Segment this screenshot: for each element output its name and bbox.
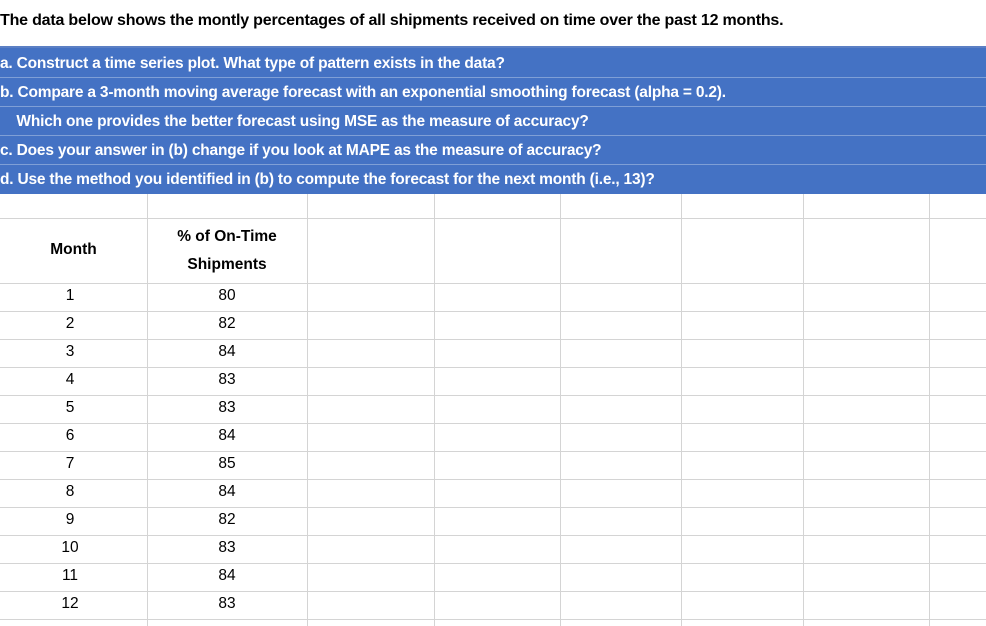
month-cell[interactable]: 2	[65, 315, 75, 332]
ontime-header-line1: % of On-Time	[177, 228, 277, 245]
ontime-value-cell[interactable]: 85	[218, 455, 236, 472]
ontime-value-cell[interactable]: 82	[218, 511, 236, 528]
month-cell[interactable]: 3	[65, 343, 75, 360]
question-b-cont: Which one provides the better forecast using MSE as the measure of accuracy?	[0, 113, 589, 130]
grid-hline	[0, 535, 986, 536]
ontime-value-cell[interactable]: 83	[218, 399, 236, 416]
grid-hline	[0, 311, 986, 312]
month-cell[interactable]: 9	[65, 511, 75, 528]
grid-vline	[803, 194, 804, 626]
grid-hline	[0, 283, 986, 284]
ontime-value-cell[interactable]: 82	[218, 315, 236, 332]
grid-vline	[681, 194, 682, 626]
grid-hline	[0, 507, 986, 508]
ontime-value-cell[interactable]: 83	[218, 539, 236, 556]
row-divider	[0, 135, 986, 136]
row-divider	[0, 164, 986, 165]
month-header: Month	[50, 241, 97, 258]
ontime-value-cell[interactable]: 83	[218, 595, 236, 612]
grid-hline	[0, 451, 986, 452]
grid-hline	[0, 395, 986, 396]
month-cell[interactable]: 10	[61, 539, 79, 556]
grid-vline	[307, 194, 308, 626]
month-cell[interactable]: 5	[65, 399, 75, 416]
month-cell[interactable]: 1	[65, 287, 75, 304]
month-cell[interactable]: 6	[65, 427, 75, 444]
ontime-value-cell[interactable]: 80	[218, 287, 236, 304]
ontime-header-line2: Shipments	[187, 256, 267, 273]
question-b: b. Compare a 3-month moving average forecast with an exponential smoothing forecast (alpha = 0.2).	[0, 84, 726, 101]
ontime-value-cell[interactable]: 84	[218, 427, 236, 444]
grid-hline	[0, 591, 986, 592]
month-cell[interactable]: 4	[65, 371, 75, 388]
ontime-value-cell[interactable]: 83	[218, 371, 236, 388]
row-divider	[0, 77, 986, 78]
ontime-value-cell[interactable]: 84	[218, 483, 236, 500]
row-divider	[0, 106, 986, 107]
ontime-value-cell[interactable]: 84	[218, 343, 236, 360]
grid-vline	[929, 194, 930, 626]
grid-hline	[0, 367, 986, 368]
month-cell[interactable]: 12	[61, 595, 79, 612]
intro-row[interactable]	[0, 0, 986, 46]
question-d: d. Use the method you identified in (b) to compute the forecast for the next month (i.e., 13)?	[0, 171, 655, 188]
grid-hline	[0, 619, 986, 620]
month-cell[interactable]: 7	[65, 455, 75, 472]
month-cell[interactable]: 11	[61, 567, 79, 584]
question-a: a. Construct a time series plot. What type of pattern exists in the data?	[0, 55, 505, 72]
ontime-value-cell[interactable]: 84	[218, 567, 236, 584]
grid-hline	[0, 339, 986, 340]
question-c: c. Does your answer in (b) change if you look at MAPE as the measure of accuracy?	[0, 142, 602, 159]
questions-block[interactable]	[0, 48, 986, 194]
intro-text: The data below shows the montly percentages of all shipments received on time over the past 12 months.	[0, 12, 784, 29]
grid-hline	[0, 218, 986, 219]
grid-hline	[0, 423, 986, 424]
month-cell[interactable]: 8	[65, 483, 75, 500]
grid-hline	[0, 479, 986, 480]
grid-hline	[0, 563, 986, 564]
grid-vline	[434, 194, 435, 626]
grid-vline	[560, 194, 561, 626]
